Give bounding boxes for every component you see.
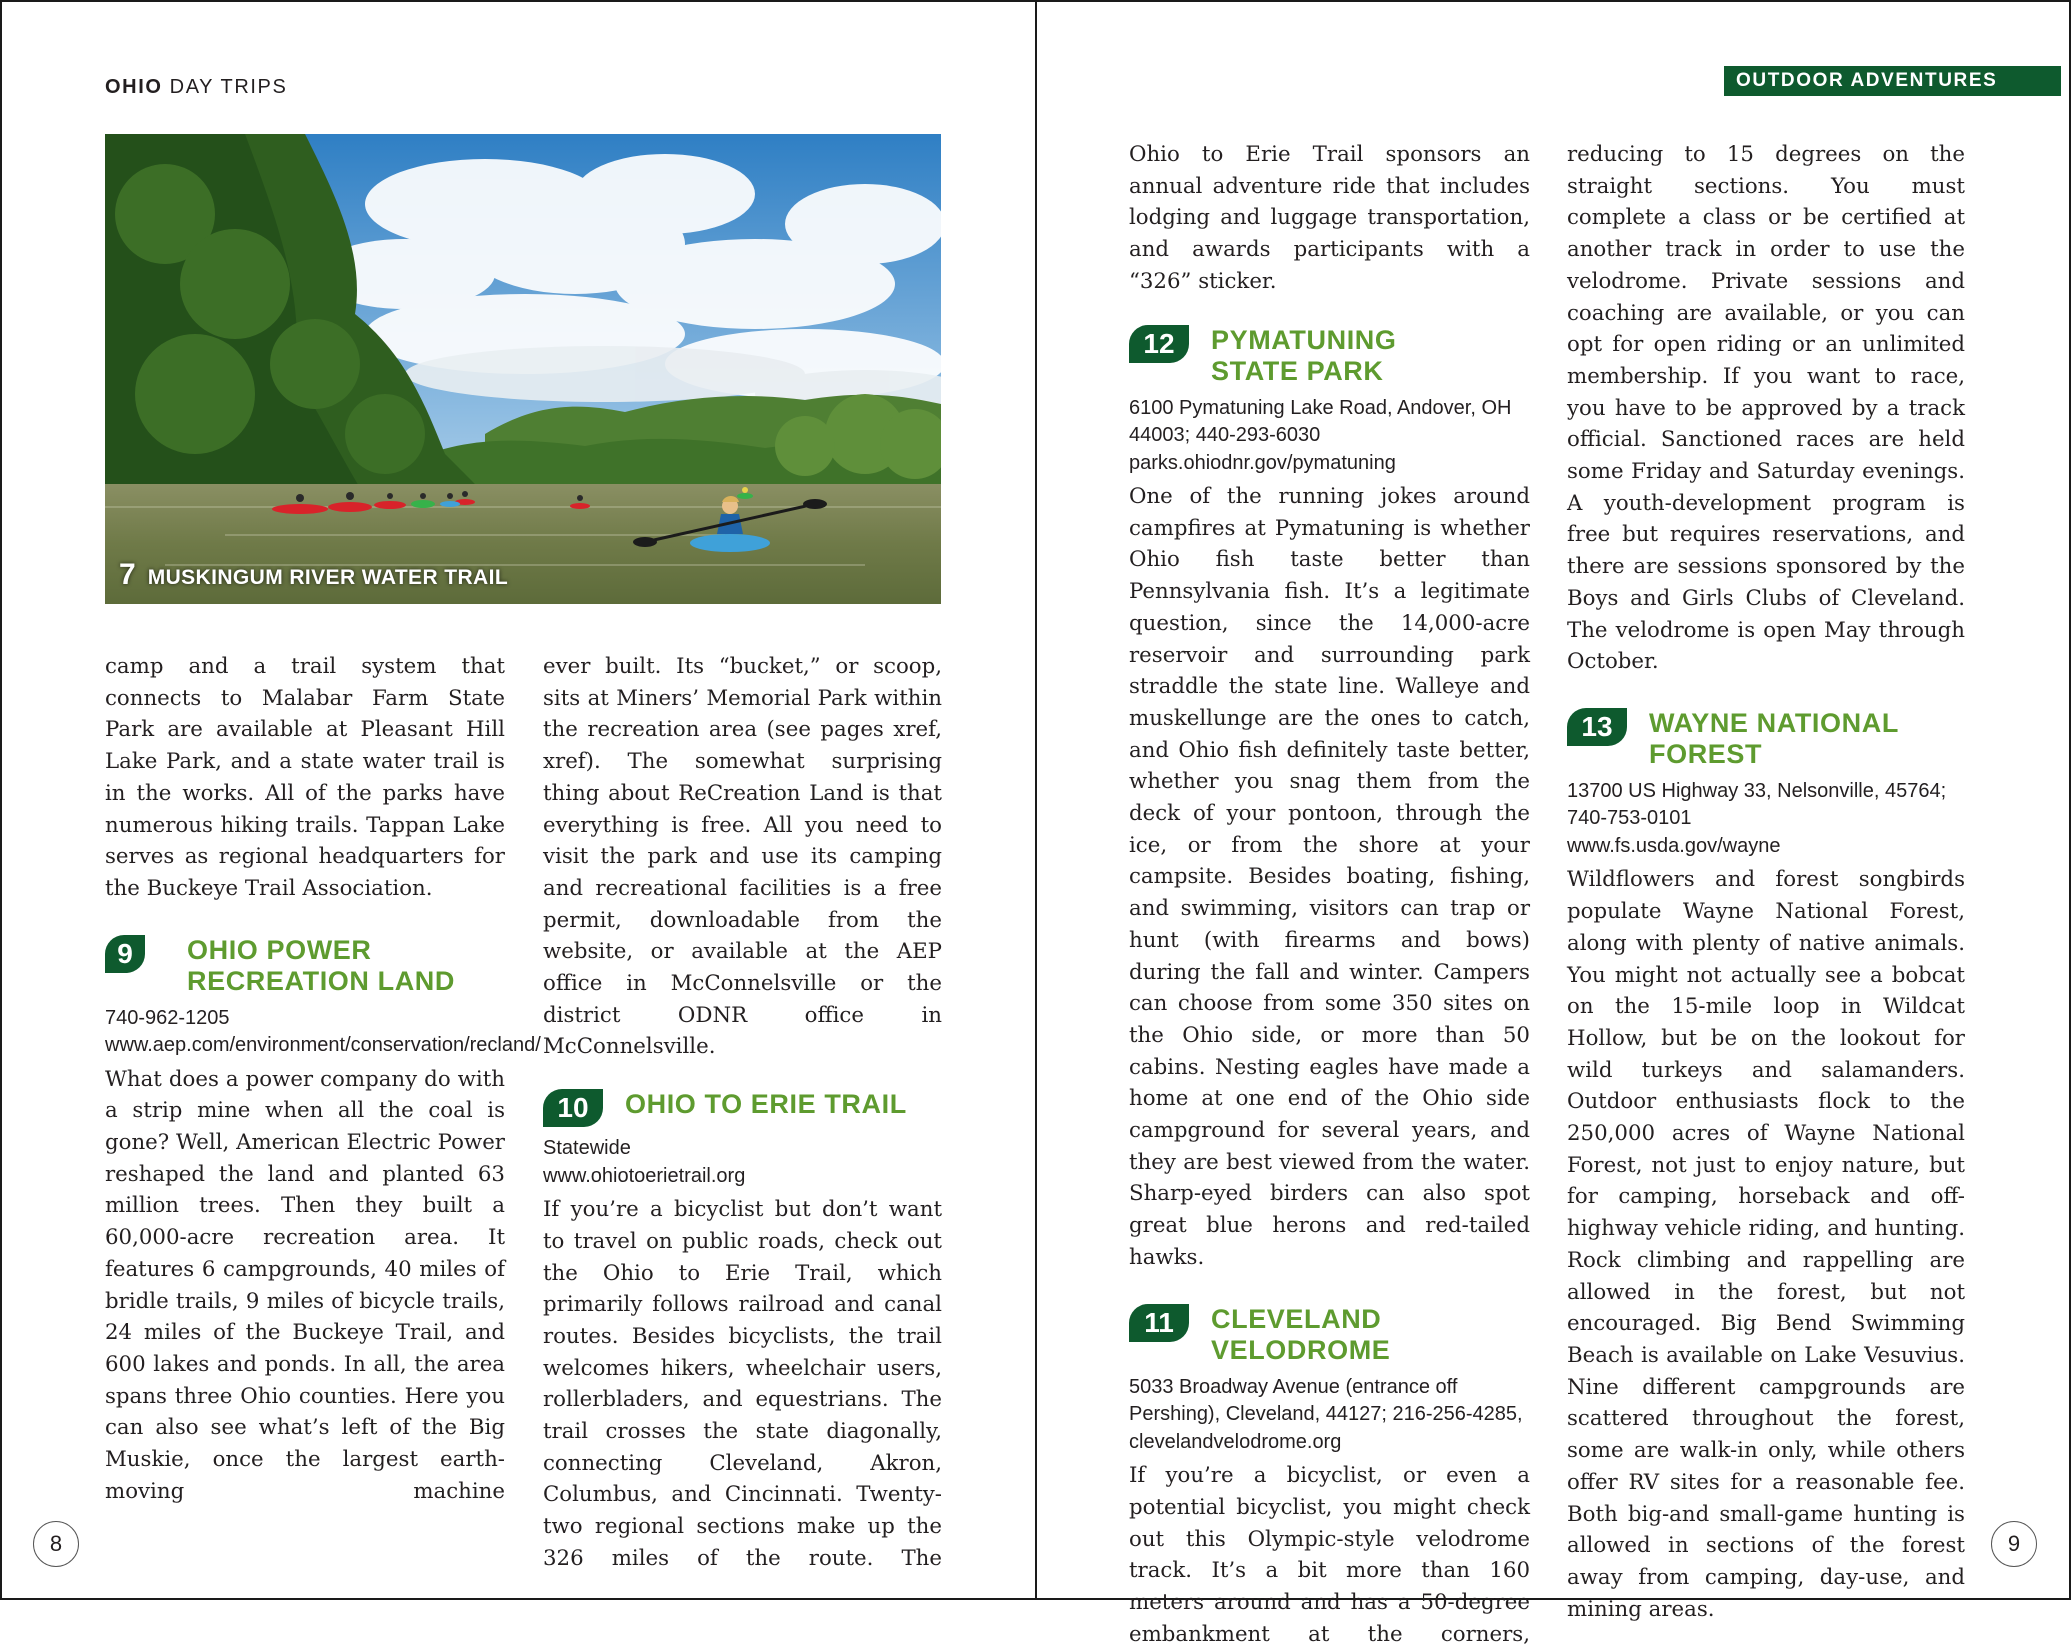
entry-address: 13700 US Highway 33, Nelsonville, 45764; 740-753-0101	[1567, 779, 1947, 830]
left-column-1	[105, 651, 541, 1507]
running-head-state: OHIO	[105, 76, 163, 98]
entry-9-heading	[105, 935, 505, 997]
entry-11-continued: reducing to 15 degrees on the straight sections. You must complete a class or be certified at another track in order to use the velodrome. Private sessions and coaching are available, or you can opt for open riding or an unlimited membership. If you want to race, you have to be approved by a track official. Sanctioned races are held some Friday and Saturday evenings. A youth-development program is free but requires reservations, and there are sessions sponsored by the Boys and Girls Clubs of Cleveland. The velodrome is open May through October.	[1567, 142, 1965, 675]
entry-number-badge: 12	[1129, 325, 1189, 363]
entry-location: Statewide	[543, 1137, 631, 1160]
entry-number-badge: 13	[1567, 708, 1627, 746]
entry-website: www.aep.com/environment/conservation/recland/	[105, 1034, 541, 1057]
entry-website: www.fs.usda.gov/wayne	[1567, 834, 1781, 857]
kayak-photo	[105, 134, 941, 604]
entry-phone: 740-962-1205	[105, 1006, 230, 1029]
left-column-2	[543, 651, 942, 1575]
entry-body: One of the running jokes around campfires at Pymatuning is whether Ohio fish taste better than Pennsylvania fish. It’s a legitimate question, since the 14,000-acre reservoir and surrounding park straddle the state line. Walleye and muskellunge are the ones to catch, and Ohio fish definitely taste better, whether you snag them from the deck of your pontoon, through the ice, or from the shore at your campsite. Besides boating, fishing, and swimming, visitors can trap or hunt (with firearms and bows) during the fall and winter. Campers can choose from some 350 sites on the Ohio side, or more than 50 cabins. Nesting eagles have made a home at one end of the Ohio side campground for several years, and they are best viewed from the water. Sharp-eyed birders can also spot great blue herons and red-tailed hawks.	[1129, 484, 1530, 1270]
entry-title: PYMATUNING STATE PARK	[1211, 324, 1397, 386]
right-column-2	[1567, 139, 1965, 1625]
caption-title: MUSKINGUM RIVER WATER TRAIL	[147, 566, 509, 589]
entry-body-continued: ever built. Its “bucket,” or scoop, sits at Miners’ Memorial Park within the recreation area (see pages xref, xref). The somewhat surprising thing about ReCreation Land is that everything is free. All you need to visit the park and use its camping and recreational facilities is a free permit, downloadable from the website, or available at the AEP office in McConnelsville or the district ODNR office in McConnelsville.	[543, 654, 942, 1060]
caption-number: 7	[119, 558, 136, 591]
entry-body: Wildflowers and forest songbirds populate Wayne National Forest, along with plenty of native animals. You might not actually see a bobcat on the 15-mile loop in Wildcat Hollow, but be on the lookout for wild turkeys and salamanders. Outdoor enthusiasts flock to the 250,000 acres of Wayne National Forest, not just to enjoy nature, but for camping, horseback and off-highway vehicle riding, and hunting. Rock climbing and rappelling are allowed in the forest, but not encouraged. Big Bend Swimming Beach is available on Lake Vesuvius. Nine different campgrounds are scattered throughout the forest, some are walk-in only, while others offer RV sites for a reasonable fee. Both big-and small-game hunting is allowed in sections of the forest away from camping, day-use, and mining areas.	[1567, 867, 1965, 1622]
entry-title: OHIO POWER RECREATION LAND	[187, 934, 455, 996]
entry-10-heading	[543, 1089, 942, 1127]
continued-paragraph: camp and a trail system that connects to Malabar Farm State Park are available at Pleasant Hill Lake Park, and a state water trail is in the works. All of the parks have numerous hiking trails. Tappan Lake serves as regional headquarters for the Buckeye Trail Association.	[105, 654, 505, 901]
entry-title: OHIO TO ERIE TRAIL	[625, 1089, 907, 1120]
entry-number-badge: 10	[543, 1089, 603, 1127]
section-tab: OUTDOOR ADVENTURES	[1724, 66, 2061, 96]
page-number-left: 8	[33, 1521, 79, 1567]
entry-10-continued: Ohio to Erie Trail sponsors an annual adventure ride that includes lodging and luggage transportation, and awards participants with a “326” sticker.	[1129, 142, 1530, 294]
page-gutter	[1035, 0, 1037, 1600]
entry-body: What does a power company do with a strip mine when all the coal is gone? Well, American Electric Power reshaped the land and planted 63 million trees. Then they built a 60,000-acre recreation area. It features 6 campgrounds, 40 miles of bridle trails, 9 miles of bicycle trails, 24 miles of the Buckeye Trail, and 600 lakes and ponds. In all, the area spans three Ohio counties. Here you can also see what’s left of the Big Muskie, once the largest earth-moving machine	[105, 1066, 505, 1504]
entry-address: 5033 Broadway Avenue (entrance off Pershing), Cleveland, 44127; 216-256-4285, clevelandvelodrome.org	[1129, 1375, 1523, 1453]
entry-title: CLEVELAND VELODROME	[1211, 1303, 1391, 1365]
entry-12-heading	[1129, 325, 1530, 387]
entry-address: 6100 Pymatuning Lake Road, Andover, OH 44003; 440-293-6030	[1129, 396, 1512, 447]
river-kayakers-image	[105, 134, 941, 604]
entry-website: parks.ohiodnr.gov/pymatuning	[1129, 451, 1396, 474]
entry-13-heading	[1567, 708, 1965, 770]
entry-body: If you’re a bicyclist but don’t want to travel on public roads, check out the Ohio to Erie Trail, which primarily follows railroad and canal routes. Besides bicyclists, the trail welcomes hikers, wheelchair users, rollerbladers, and equestrians. The trail crosses the state diagonally, connecting Cleveland, Akron, Columbus, and Cincinnati. Twenty-two regional sections make up the 326 miles of the route. The	[543, 1197, 942, 1571]
running-head	[105, 76, 287, 99]
right-column-1	[1129, 139, 1530, 1650]
entry-number-badge: 11	[1129, 1304, 1189, 1342]
page-number-right: 9	[1991, 1521, 2037, 1567]
entry-body: If you’re a bicyclist, or even a potential bicyclist, you might check out this Olympic-style velodrome track. It’s a bit more than 160 meters around and has a 50-degree embankment at the corners,	[1129, 1463, 1530, 1647]
running-head-title: DAY TRIPS	[162, 76, 288, 98]
photo-caption	[119, 558, 508, 592]
entry-website: www.ohiotoerietrail.org	[543, 1164, 746, 1187]
entry-11-heading	[1129, 1304, 1530, 1366]
entry-number-badge: 9	[105, 935, 145, 973]
entry-title: WAYNE NATIONAL FOREST	[1649, 707, 1899, 769]
